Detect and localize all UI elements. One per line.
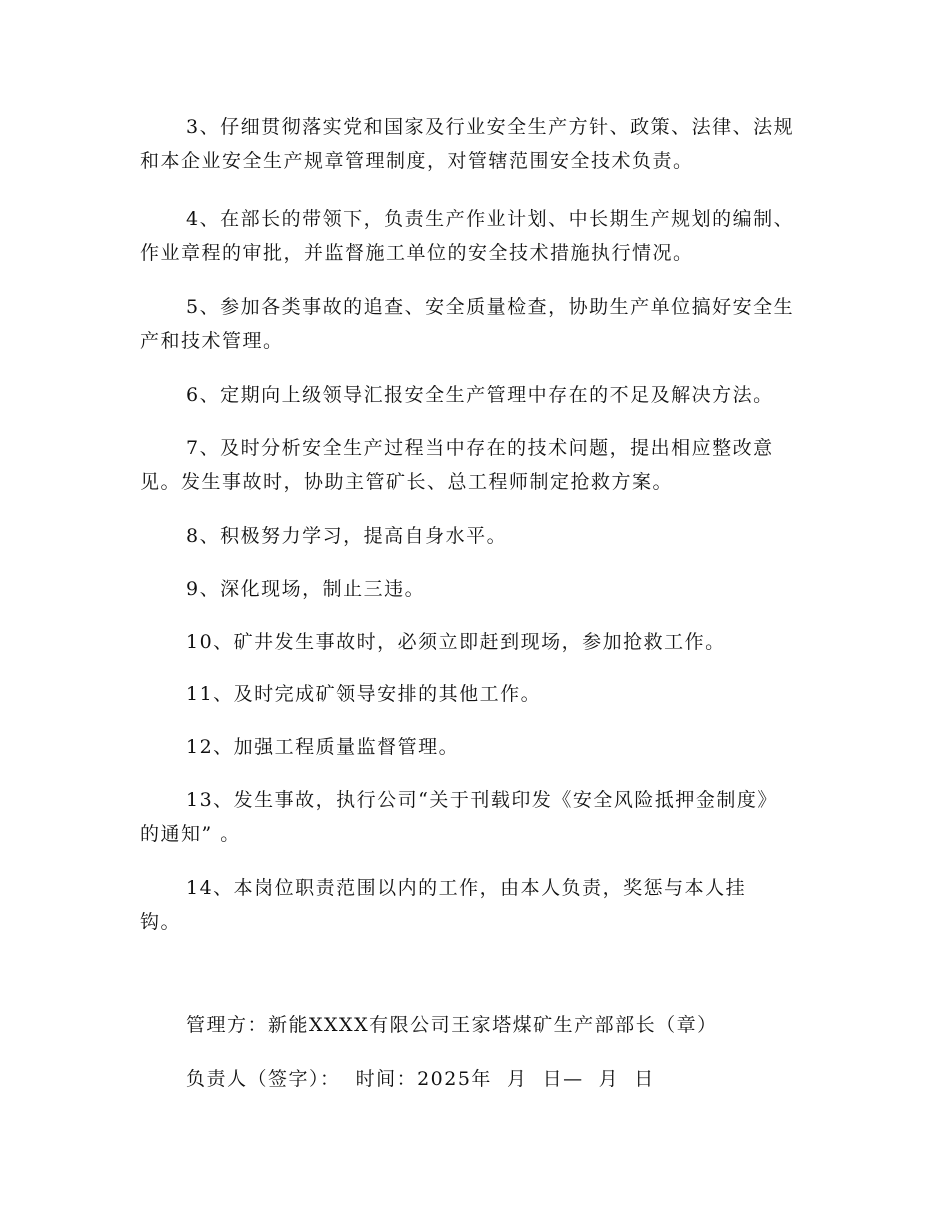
duty-item-11: 11、及时完成矿领导安排的其他工作。	[186, 683, 542, 705]
duty-item-13: 13、发生事故，执行公司“关于刊载印发《安全风险抵押金制度》的通知” 。	[140, 789, 778, 845]
duty-item-12: 12、加强工程质量监督管理。	[186, 736, 460, 758]
duty-item-8: 8、积极努力学习，提高自身水平。	[186, 525, 508, 547]
responsible-signature-text: 负责人（签字）： 时间：2025年 月 日— 月 日	[186, 1068, 655, 1090]
duty-item-7: 7、及时分析安全生产过程当中存在的技术问题，提出相应整改意见。发生事故时，协助主管矿长、总工程师制定抢救方案。	[140, 437, 774, 493]
duty-item-3: 3、仔细贯彻落实党和国家及行业安全生产方针、政策、法律、法规和本企业安全生产规章管理制度，对管辖范围安全技术负责。	[140, 116, 795, 172]
duty-item-10: 10、矿井发生事故时，必须立即赶到现场，参加抢救工作。	[186, 631, 726, 653]
duty-item-5: 5、参加各类事故的追查、安全质量检查，协助生产单位搞好安全生产和技术管理。	[140, 296, 795, 352]
duty-item-14: 14、本岗位职责范围以内的工作，由本人负责，奖惩与本人挂钩。	[140, 877, 747, 933]
management-party-line	[186, 1008, 718, 1042]
duty-item-9: 9、深化现场，制止三违。	[186, 578, 426, 600]
management-party-text: 管理方：新能XXXX有限公司王家塔煤矿生产部部长（章）	[186, 1014, 718, 1036]
duty-item-6: 6、定期向上级领导汇报安全生产管理中存在的不足及解决方法。	[186, 384, 774, 406]
responsible-signature-line	[186, 1062, 655, 1096]
duty-item-4: 4、在部长的带领下，负责生产作业计划、中长期生产规划的编制、作业章程的审批，并监督施工单位的安全技术措施执行情况。	[140, 208, 795, 264]
